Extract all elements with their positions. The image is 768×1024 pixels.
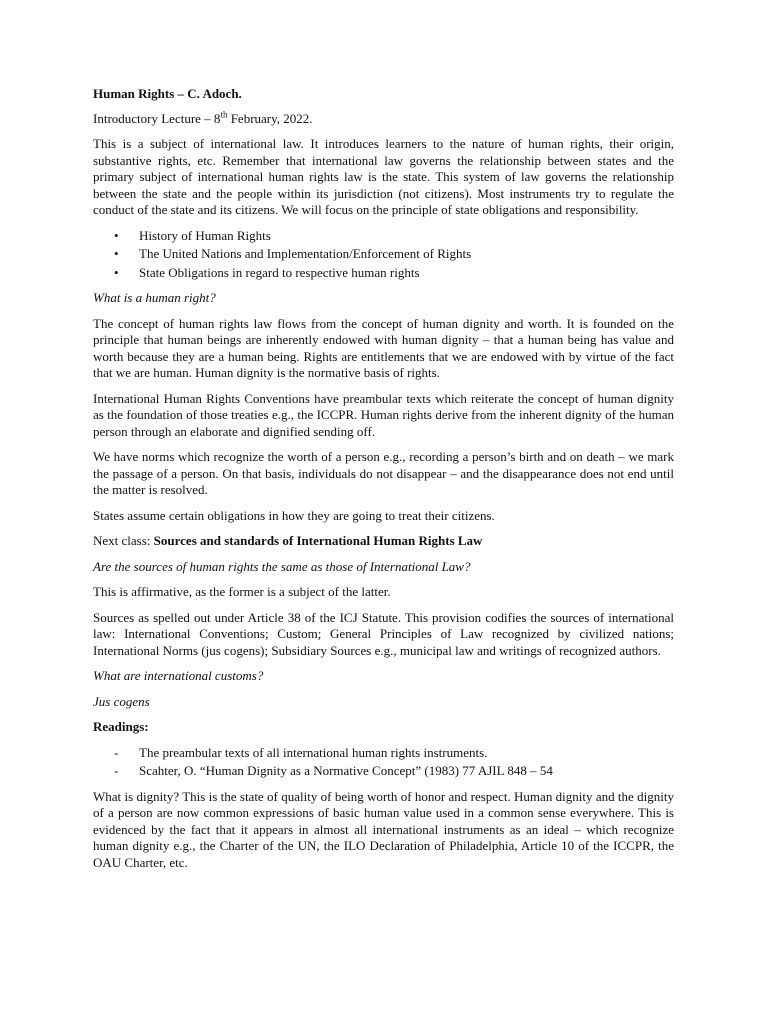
- paragraph-what-is-dignity: What is dignity? This is the state of quality of being worth of honor and respect. Human dignity and the dignity of a person are now common expressions of basic human value used in a common sense everywhere. This is evidenced by the fact that it appears in almost all international instruments as an ideal – which recognize human dignity e.g., the Charter of the UN, the ILO Declaration of Philadelphia, Article 10 of the ICCPR, the OAU Charter, etc.: [93, 788, 674, 870]
- bullet-icon: •: [114, 227, 119, 243]
- paragraph-dignity-concept: The concept of human rights law flows from the concept of human dignity and worth. It is founded on the principle that human beings are inherently endowed with human dignity – that a human being has value and worth because they are a human being. Rights are entitlements that we are endowed with by virtue of the fact that we are human. Human dignity is the normative basis of rights.: [93, 315, 674, 380]
- list-item: • The United Nations and Implementation/Enforcement of Rights: [114, 246, 472, 261]
- readings-heading: Readings:: [93, 719, 149, 734]
- dash-icon: -: [114, 763, 119, 778]
- question-sources: Are the sources of human rights the same as those of International Law?: [93, 558, 471, 574]
- paragraph-obligations: States assume certain obligations in how they are going to treat their citizens.: [93, 507, 495, 523]
- dash-icon: -: [114, 744, 119, 760]
- question-human-right: What is a human right?: [93, 290, 216, 305]
- lecture-date: Introductory Lecture – 8th February, 2022.: [93, 109, 313, 126]
- bullet-icon: •: [114, 264, 119, 280]
- list-item: - The preambular texts of all international human rights instruments.: [114, 744, 488, 760]
- question-customs: What are international customs?: [93, 668, 264, 683]
- paragraph-conventions: International Human Rights Conventions have preambular texts which reiterate the concept of human dignity as the foundation of those treaties e.g., the ICCPR. Human rights derive from the inherent dignity of the human person through an elaborate and dignified sending off.: [93, 390, 674, 439]
- readings-list: [93, 745, 674, 780]
- bullet-icon: •: [114, 246, 119, 261]
- intro-paragraph: This is a subject of international law. It introduces learners to the nature of human rights, their origin, substantive rights, etc. Remember that international law governs the relationship between states and the primary subject of international human rights law is the state. This system of law governs the relationship between the state and the people within its jurisdiction (not citizens). Most instruments try to regulate the conduct of the state and its citizens. We will focus on the principle of state obligations and responsibility.: [93, 136, 674, 217]
- paragraph-article-38: Sources as spelled out under Article 38 of the ICJ Statute. This provision codifies the sources of international law: International Conventions; Custom; General Principles of Law recognized by civilized nations; International Norms (jus cogens); Subsidiary Sources e.g., municipal law and writings of recognized authors.: [93, 609, 674, 658]
- paragraph-norms: We have norms which recognize the worth of a person e.g., recording a person’s birth and on death – we mark the passage of a person. On that basis, individuals do not disappear – and the disappearance does not end until the matter is resolved.: [93, 449, 674, 497]
- paragraph-affirmative: This is affirmative, as the former is a subject of the latter.: [93, 584, 391, 599]
- list-item: • State Obligations in regard to respective human rights: [114, 264, 420, 280]
- document-page: [93, 86, 674, 880]
- jus-cogens: Jus cogens: [93, 693, 150, 709]
- topics-list: [93, 228, 674, 282]
- list-item: - Scahter, O. “Human Dignity as a Normative Concept” (1983) 77 AJIL 848 – 54: [114, 763, 553, 778]
- list-item: • History of Human Rights: [114, 227, 271, 243]
- document-title: Human Rights – C. Adoch.: [93, 86, 242, 101]
- next-class: Next class: Sources and standards of International Human Rights Law: [93, 533, 483, 548]
